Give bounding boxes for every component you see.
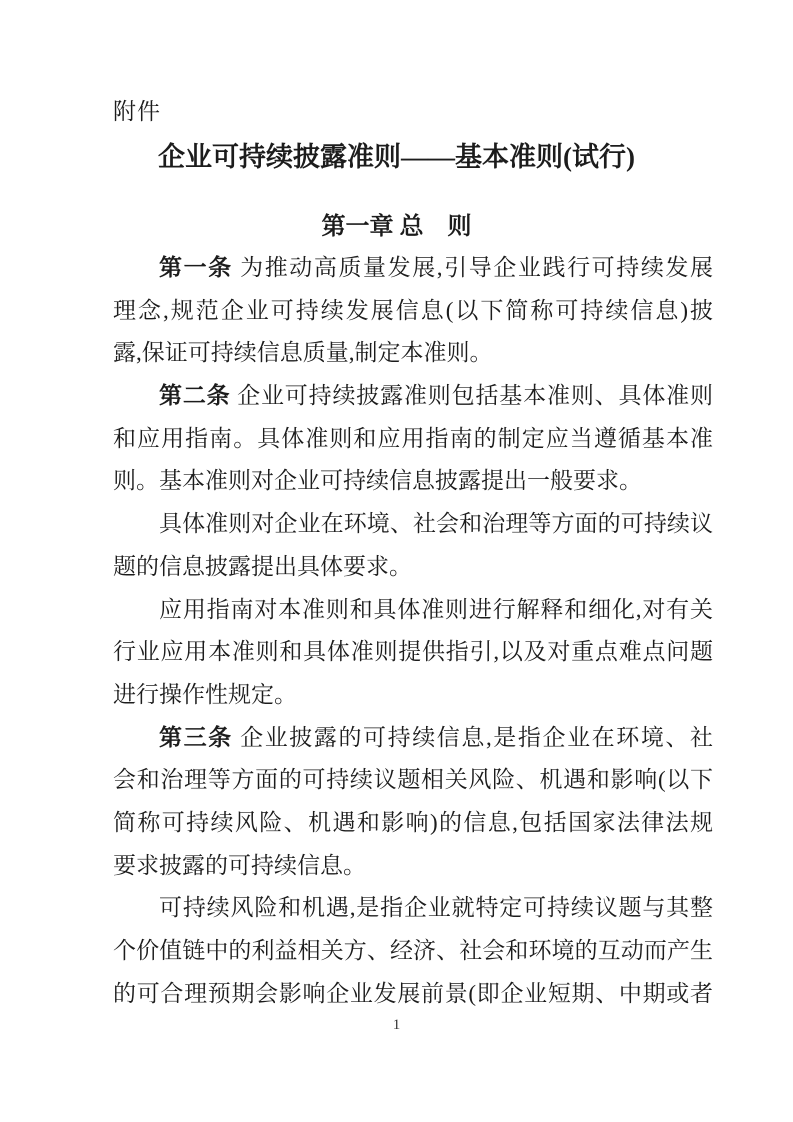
body-line: 题的信息披露提出具体要求。: [113, 553, 412, 579]
body-line: 和应用指南。具体准则和应用指南的制定应当遵循基本准则。: [113, 425, 713, 494]
body-line: 进行操作性规定。: [113, 681, 297, 707]
body-line: 行业应用本准则和具体准则提供指引,以及对重点难点问题: [113, 639, 713, 665]
body-line: 要求披露的可持续信息。: [113, 852, 366, 878]
body-line: 的可合理预期会影响企业发展前景(即企业短期、中期或者: [113, 980, 713, 1006]
body-line: 应用指南对本准则和具体准则进行解释和细化,对有关: [159, 596, 713, 622]
article-number: 第三条: [159, 724, 233, 750]
body-line: 具体准则对企业在环境、社会和治理等方面的可持续议: [159, 511, 713, 537]
chapter-heading: 第一章 总 则: [321, 214, 472, 240]
body-line: 简称可持续风险、机遇和影响)的信息,包括国家法律法规: [113, 809, 713, 835]
page-number: 1: [392, 1017, 401, 1033]
body-line: 可持续风险和机遇,是指企业就特定可持续议题与其整: [159, 895, 713, 921]
document-title: 企业可持续披露准则——基本准则(试行): [158, 142, 635, 172]
article-number: 第一条: [159, 255, 233, 280]
article-number: 第二条: [159, 383, 231, 409]
body-line: 露,保证可持续信息质量,制定本准则。: [113, 340, 493, 366]
body-line: 第二条 企业可持续披露准则包括基本准则、具体准则: [159, 383, 714, 409]
document-body: [113, 247, 713, 1015]
attachment-label: 附件: [113, 99, 161, 124]
body-line: 第三条 企业披露的可持续信息,是指企业在环境、社: [159, 724, 714, 750]
body-line: 会和治理等方面的可持续议题相关风险、机遇和影响(以下: [113, 767, 713, 793]
body-line: 理念,规范企业可持续发展信息(以下简称可持续信息)披: [113, 297, 713, 323]
body-line: 个价值链中的利益相关方、经济、社会和环境的互动而产生: [113, 938, 713, 963]
body-line: 基本准则对企业可持续信息披露提出一般要求。: [159, 468, 642, 494]
body-line: 第一条 为推动高质量发展,引导企业践行可持续发展: [159, 255, 714, 280]
